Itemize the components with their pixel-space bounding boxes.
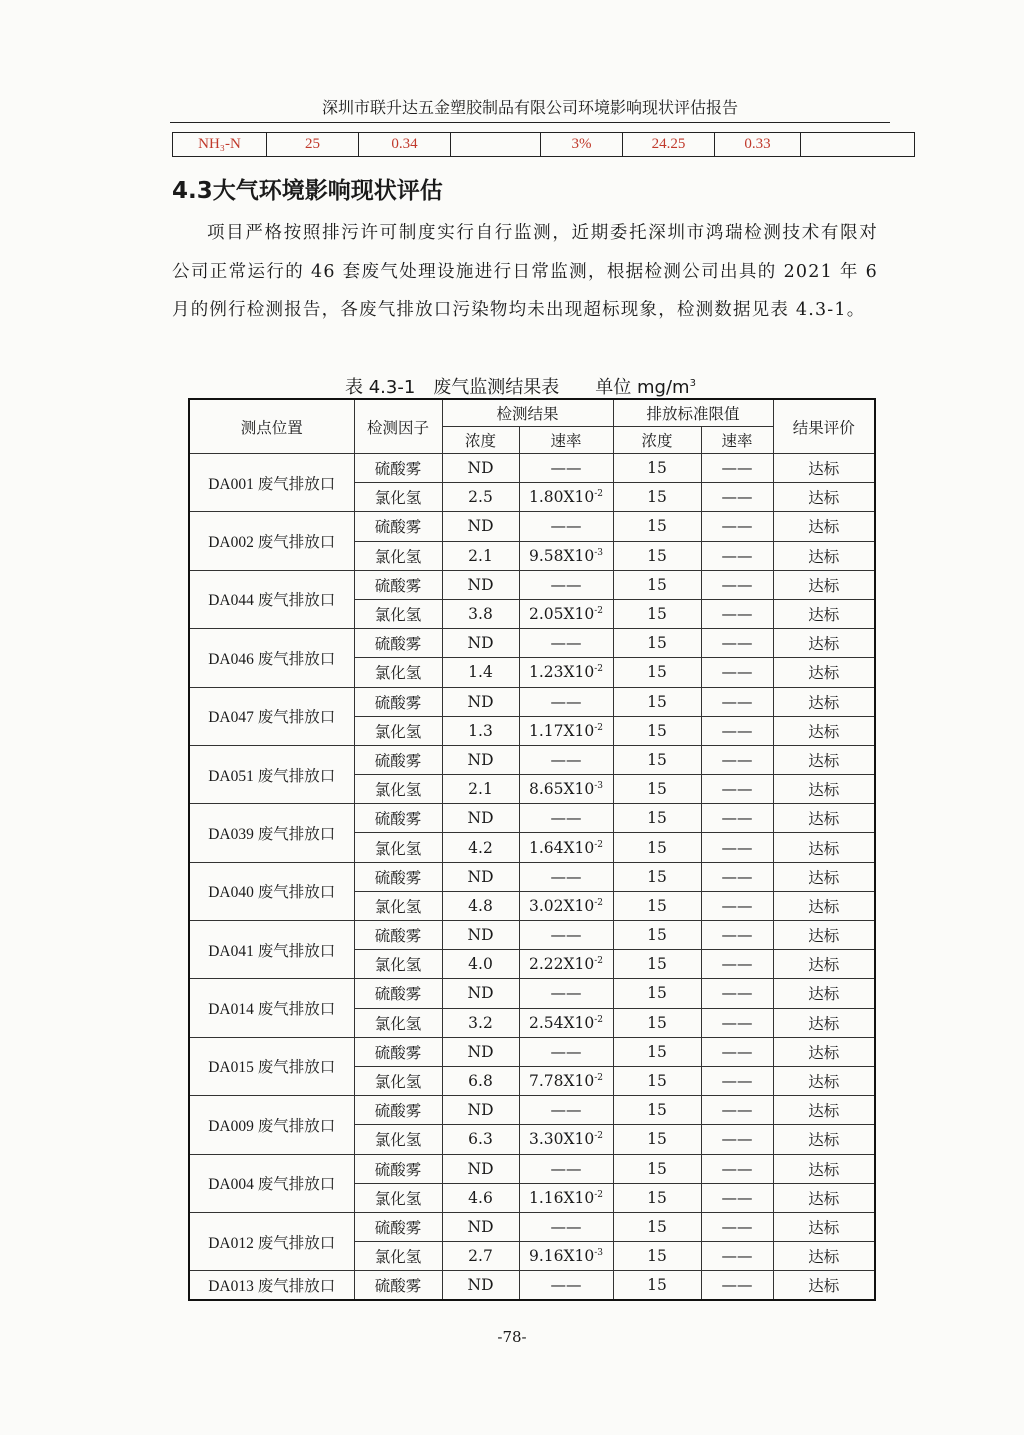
table-row [189,1212,875,1241]
rate-value: 7.78X10 [528,1072,595,1091]
concentration-cell: 4.6 [442,1183,519,1212]
rate-exponent: -2 [594,1072,604,1083]
rate-exponent: -3 [594,547,604,558]
table-row [189,629,875,658]
table-row [189,921,875,950]
factor-cell: 硫酸雾 [354,1037,442,1066]
limit-rate-cell: —— [701,950,773,979]
limit-rate-cell: —— [701,979,773,1008]
rate-cell [519,570,613,599]
rate-value: 2.54X10 [528,1013,595,1032]
rate-value: —— [550,575,582,594]
rate-value: —— [550,1101,582,1120]
limit-rate-cell: —— [701,629,773,658]
factor-cell: 氯化氢 [354,658,442,687]
location-cell: DA044 废气排放口 [189,570,354,628]
table-row [189,1154,875,1183]
evaluation-cell: 达标 [773,687,875,716]
limit-concentration-cell: 15 [613,629,701,658]
header-concentration: 浓度 [442,427,519,454]
limit-rate-cell: —— [701,1008,773,1037]
rate-cell [519,1037,613,1066]
evaluation-cell: 达标 [773,454,875,483]
location-cell: DA012 废气排放口 [189,1212,354,1270]
evaluation-cell: 达标 [773,804,875,833]
limit-concentration-cell: 15 [613,716,701,745]
header-limit-rate: 速率 [701,427,773,454]
evaluation-cell: 达标 [773,1008,875,1037]
location-cell: DA015 废气排放口 [189,1037,354,1095]
factor-cell: 氯化氢 [354,950,442,979]
evaluation-cell: 达标 [773,862,875,891]
concentration-cell: ND [442,1212,519,1241]
rate-exponent: -2 [594,605,604,616]
factor-cell: 氯化氢 [354,483,442,512]
rate-value: 2.22X10 [528,955,595,974]
rate-value: 1.23X10 [528,663,595,682]
concentration-cell: ND [442,512,519,541]
header-row [189,399,875,427]
rate-value: 1.16X10 [528,1188,595,1207]
table-body [189,454,875,1301]
limit-rate-cell: —— [701,599,773,628]
concentration-cell: ND [442,1154,519,1183]
concentration-cell: ND [442,745,519,774]
factor-cell: 氯化氢 [354,775,442,804]
limit-concentration-cell: 15 [613,541,701,570]
limit-rate-cell: —— [701,804,773,833]
header-result: 检测结果 [442,399,613,427]
concentration-cell: 2.1 [442,541,519,570]
header-factor: 检测因子 [354,399,442,454]
header-limit-concentration: 浓度 [613,427,701,454]
concentration-cell: 6.3 [442,1125,519,1154]
limit-rate-cell: —— [701,1096,773,1125]
concentration-cell: ND [442,1037,519,1066]
evaluation-cell: 达标 [773,716,875,745]
rate-exponent: -2 [594,722,604,733]
rate-value: 3.02X10 [528,896,595,915]
rate-exponent: -3 [594,781,604,791]
limit-concentration-cell: 15 [613,658,701,687]
limit-concentration-cell: 15 [613,1242,701,1271]
factor-cell: 硫酸雾 [354,1096,442,1125]
limit-concentration-cell: 15 [613,979,701,1008]
rate-cell [519,629,613,658]
rate-exponent: -2 [594,664,604,675]
factor-cell: 氯化氢 [354,833,442,862]
rate-value: —— [550,984,582,1003]
factor-cell: 氯化氢 [354,1242,442,1271]
location-cell: DA014 废气排放口 [189,979,354,1037]
rate-value: 2.05X10 [528,605,595,624]
limit-rate-cell: —— [701,1125,773,1154]
factor-cell: 硫酸雾 [354,1212,442,1241]
section-paragraph: 项目严格按照排污许可制度实行自行监测，近期委托深圳市鸿瑞检测技术有限对公司正常运行的 46 套废气处理设施进行日常监测，根据检测公司出具的 2021 年 6 月的例行检测报告，各废气排放口污染物均未出现超标现象，检测数据见表 4.3-1。 [172,223,878,320]
table-row [189,862,875,891]
table-row [189,1037,875,1066]
rate-cell [519,687,613,716]
rate-cell [519,862,613,891]
concentration-cell: 4.0 [442,950,519,979]
evaluation-cell: 达标 [773,1037,875,1066]
evaluation-cell: 达标 [773,1066,875,1095]
page-number: -78- [497,1328,527,1346]
rate-cell [519,804,613,833]
evaluation-cell: 达标 [773,658,875,687]
header-location: 测点位置 [189,399,354,454]
limit-rate-cell: —— [701,454,773,483]
rate-cell [519,891,613,920]
factor-cell: 硫酸雾 [354,862,442,891]
table-cell: 24.25 [623,133,715,157]
table-row [189,979,875,1008]
concentration-cell: 6.8 [442,1066,519,1095]
rate-exponent: -2 [594,1189,604,1200]
factor-cell: 氯化氢 [354,1125,442,1154]
limit-concentration-cell: 15 [613,1154,701,1183]
table-cell: 25 [267,133,359,157]
rate-value: 8.65X10 [528,780,595,799]
location-cell: DA009 废气排放口 [189,1096,354,1154]
rate-exponent: -2 [594,897,604,908]
rate-value: —— [550,634,582,653]
table-caption [345,373,696,399]
factor-cell: 硫酸雾 [354,629,442,658]
concentration-cell: 4.2 [442,833,519,862]
rate-value: —— [550,1217,582,1236]
location-cell: DA046 废气排放口 [189,629,354,687]
table-cell: NH₃-N [173,133,267,157]
factor-cell: 硫酸雾 [354,1271,442,1301]
header-limit: 排放标准限值 [613,399,773,427]
rate-value: —— [550,1159,582,1178]
location-cell: DA041 废气排放口 [189,921,354,979]
limit-concentration-cell: 15 [613,599,701,628]
evaluation-cell: 达标 [773,1212,875,1241]
concentration-cell: ND [442,687,519,716]
rate-value: 1.64X10 [528,838,595,857]
limit-rate-cell: —— [701,891,773,920]
rate-cell [519,512,613,541]
concentration-cell: 2.1 [442,775,519,804]
concentration-cell: 2.7 [442,1242,519,1271]
factor-cell: 硫酸雾 [354,1154,442,1183]
evaluation-cell: 达标 [773,1242,875,1271]
header-rate: 速率 [519,427,613,454]
location-cell: DA002 废气排放口 [189,512,354,570]
limit-rate-cell: —— [701,1212,773,1241]
limit-rate-cell: —— [701,1154,773,1183]
evaluation-cell: 达标 [773,833,875,862]
evaluation-cell: 达标 [773,541,875,570]
evaluation-cell: 达标 [773,1125,875,1154]
evaluation-cell: 达标 [773,979,875,1008]
rate-exponent: -2 [594,489,604,500]
rate-cell [519,1242,613,1271]
limit-concentration-cell: 15 [613,891,701,920]
concentration-cell: ND [442,454,519,483]
table-row [189,512,875,541]
caption-text: 表 4.3-1 废气监测结果表 单位 mg/m [345,377,690,398]
table-row [189,1096,875,1125]
rate-exponent: -3 [594,1248,604,1258]
limit-concentration-cell: 15 [613,921,701,950]
rate-cell [519,454,613,483]
limit-rate-cell: —— [701,658,773,687]
concentration-cell: ND [442,862,519,891]
limit-rate-cell: —— [701,570,773,599]
rate-value: —— [550,809,582,828]
section-heading: 4.3大气环境影响现状评估 [172,178,443,204]
factor-cell: 氯化氢 [354,891,442,920]
limit-rate-cell: —— [701,745,773,774]
concentration-cell: ND [442,1271,519,1301]
rate-exponent: -2 [594,839,604,850]
rate-cell [519,1125,613,1154]
evaluation-cell: 达标 [773,1096,875,1125]
location-cell: DA039 废气排放口 [189,804,354,862]
factor-cell: 硫酸雾 [354,512,442,541]
limit-concentration-cell: 15 [613,687,701,716]
limit-rate-cell: —— [701,541,773,570]
rate-cell [519,1271,613,1301]
limit-concentration-cell: 15 [613,483,701,512]
evaluation-cell: 达标 [773,775,875,804]
rate-value: 3.30X10 [528,1130,595,1149]
factor-cell: 硫酸雾 [354,745,442,774]
location-cell: DA040 废气排放口 [189,862,354,920]
concentration-cell: ND [442,1096,519,1125]
limit-concentration-cell: 15 [613,512,701,541]
factor-cell: 硫酸雾 [354,979,442,1008]
table-row [189,570,875,599]
factor-cell: 硫酸雾 [354,687,442,716]
factor-cell: 硫酸雾 [354,921,442,950]
limit-concentration-cell: 15 [613,862,701,891]
rate-cell [519,950,613,979]
table-cell [801,133,915,157]
limit-concentration-cell: 15 [613,1212,701,1241]
limit-concentration-cell: 15 [613,745,701,774]
concentration-cell: 3.8 [442,599,519,628]
concentration-cell: 3.2 [442,1008,519,1037]
limit-concentration-cell: 15 [613,775,701,804]
limit-rate-cell: —— [701,483,773,512]
limit-concentration-cell: 15 [613,804,701,833]
limit-rate-cell: —— [701,716,773,745]
table-cell [451,133,541,157]
table-cell: 3% [541,133,623,157]
factor-cell: 氯化氢 [354,1066,442,1095]
factor-cell: 氯化氢 [354,599,442,628]
rate-cell [519,833,613,862]
rate-value: 9.16X10 [528,1247,595,1266]
factor-cell: 硫酸雾 [354,454,442,483]
table-row [189,804,875,833]
rate-cell [519,979,613,1008]
evaluation-cell: 达标 [773,1183,875,1212]
emission-monitoring-table [188,398,876,1301]
evaluation-cell: 达标 [773,950,875,979]
rate-cell [519,483,613,512]
concentration-cell: ND [442,629,519,658]
header-evaluation: 结果评价 [773,399,875,454]
rate-cell [519,1183,613,1212]
limit-rate-cell: —— [701,1242,773,1271]
rate-cell [519,775,613,804]
rate-value: 1.80X10 [528,488,595,507]
concentration-cell: ND [442,979,519,1008]
factor-cell: 氯化氢 [354,541,442,570]
limit-rate-cell: —— [701,1037,773,1066]
factor-cell: 氯化氢 [354,716,442,745]
concentration-cell: 2.5 [442,483,519,512]
rate-cell [519,1212,613,1241]
rate-cell [519,921,613,950]
limit-rate-cell: —— [701,1271,773,1301]
rate-value: —— [550,517,582,536]
rate-cell [519,541,613,570]
limit-rate-cell: —— [701,921,773,950]
rate-value: —— [550,867,582,886]
evaluation-cell: 达标 [773,1271,875,1301]
rate-value: —— [550,459,582,478]
limit-concentration-cell: 15 [613,570,701,599]
location-cell: DA051 废气排放口 [189,745,354,803]
page-header: 深圳市联升达五金塑胶制品有限公司环境影响现状评估报告 [170,95,890,123]
concentration-cell: ND [442,570,519,599]
evaluation-cell: 达标 [773,599,875,628]
rate-exponent: -2 [594,956,604,967]
rate-cell [519,599,613,628]
evaluation-cell: 达标 [773,1154,875,1183]
rate-value: 9.58X10 [528,546,595,565]
rate-value: —— [550,926,582,945]
factor-cell: 氯化氢 [354,1008,442,1037]
rate-value: —— [550,750,582,769]
evaluation-cell: 达标 [773,512,875,541]
limit-concentration-cell: 15 [613,833,701,862]
caption-superscript: 3 [689,378,696,389]
rate-exponent: -2 [594,1131,604,1142]
limit-rate-cell: —— [701,775,773,804]
table-row [189,454,875,483]
factor-cell: 氯化氢 [354,1183,442,1212]
rate-exponent: -2 [594,1014,604,1025]
limit-concentration-cell: 15 [613,1008,701,1037]
rate-cell [519,1066,613,1095]
limit-concentration-cell: 15 [613,1271,701,1301]
rate-value: —— [550,1042,582,1061]
concentration-cell: ND [442,804,519,833]
concentration-cell: 1.3 [442,716,519,745]
concentration-cell: ND [442,921,519,950]
limit-concentration-cell: 15 [613,454,701,483]
nh3n-row [173,133,915,157]
limit-rate-cell: —— [701,862,773,891]
table-row [189,745,875,774]
rate-cell [519,1096,613,1125]
rate-value: 1.17X10 [528,721,595,740]
factor-cell: 硫酸雾 [354,804,442,833]
rate-cell [519,716,613,745]
evaluation-cell: 达标 [773,745,875,774]
evaluation-cell: 达标 [773,921,875,950]
rate-cell [519,1154,613,1183]
concentration-cell: 4.8 [442,891,519,920]
rate-value: —— [550,692,582,711]
rate-cell [519,658,613,687]
evaluation-cell: 达标 [773,483,875,512]
limit-concentration-cell: 15 [613,1066,701,1095]
limit-rate-cell: —— [701,833,773,862]
factor-cell: 硫酸雾 [354,570,442,599]
location-cell: DA047 废气排放口 [189,687,354,745]
limit-concentration-cell: 15 [613,950,701,979]
evaluation-cell: 达标 [773,891,875,920]
location-cell: DA013 废气排放口 [189,1271,354,1301]
top-continued-table [172,132,915,157]
location-cell: DA004 废气排放口 [189,1154,354,1212]
table-row [189,687,875,716]
table-row [189,1271,875,1301]
limit-rate-cell: —— [701,1183,773,1212]
rate-cell [519,1008,613,1037]
location-cell: DA001 废气排放口 [189,454,354,512]
evaluation-cell: 达标 [773,570,875,599]
limit-rate-cell: —— [701,687,773,716]
limit-rate-cell: —— [701,512,773,541]
table-cell: 0.33 [715,133,801,157]
limit-concentration-cell: 15 [613,1037,701,1066]
evaluation-cell: 达标 [773,629,875,658]
table-cell: 0.34 [359,133,451,157]
concentration-cell: 1.4 [442,658,519,687]
limit-rate-cell: —— [701,1066,773,1095]
rate-cell [519,745,613,774]
limit-concentration-cell: 15 [613,1183,701,1212]
limit-concentration-cell: 15 [613,1125,701,1154]
rate-value: —— [550,1276,582,1295]
limit-concentration-cell: 15 [613,1096,701,1125]
